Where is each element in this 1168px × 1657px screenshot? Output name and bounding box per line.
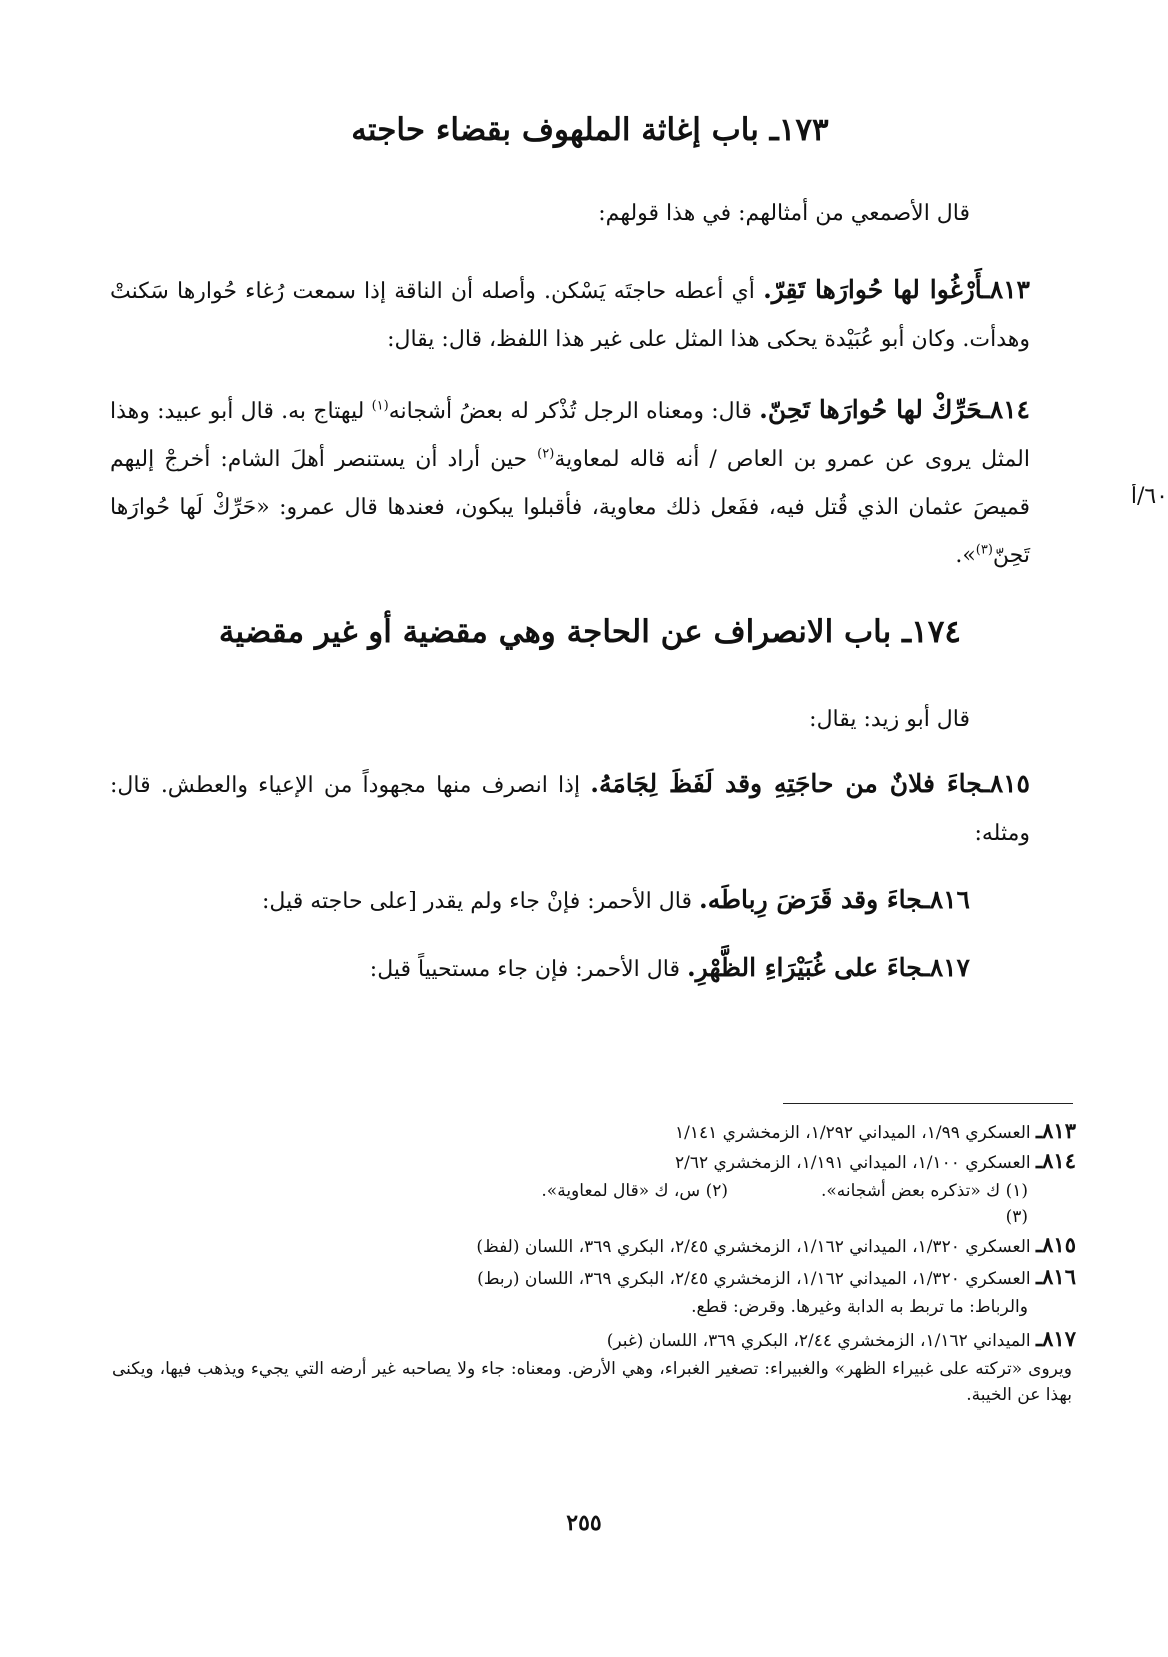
entry-commentary: قال: ومعناه الرجل تُذْكر له بعضُ أشجانه: [388, 399, 760, 424]
entry-number: ٨١٦ـ: [922, 885, 970, 914]
manuscript-folio-marker: ٦٠/أ: [1130, 484, 1168, 509]
entry-commentary: ».: [955, 543, 976, 568]
proverb-text: حَرِّكْ لها حُوارَها تَحِنّ.: [759, 395, 983, 424]
entry-commentary: إذا انصرف منها مجهوداً من الإعياء والعطش. قال: ومثله:: [110, 773, 1030, 846]
section-174-intro: قال أبو زيد: يقال:: [809, 707, 970, 732]
footnote-814: [675, 1148, 1076, 1176]
entry-number: ٨١٣ـ: [982, 275, 1030, 304]
footnote-815: [476, 1232, 1076, 1260]
footnote-number: ٨١٤ـ: [1036, 1148, 1076, 1173]
entry-number: ٨١٧ـ: [922, 953, 970, 982]
footnote-ref-1: (١): [371, 398, 389, 414]
footnote-sources: العسكري ١/١٠٠، الميداني ١/١٩١، الزمخشري ٢/٦٢: [674, 1153, 1036, 1173]
entry-813: [110, 266, 1030, 364]
entry-817: [110, 944, 970, 994]
footnote-separator: [783, 1103, 1073, 1104]
footnote-814-note-1: (١) ك «تذكره بعض أشجانه».: [820, 1181, 1028, 1201]
footnote-816-note: والرباط: ما تربط به الدابة وغيرها. وقرض: قطع.: [691, 1297, 1028, 1317]
footnote-813: [675, 1118, 1076, 1146]
footnote-sources: الميداني ١/١٦٢، الزمخشري ٢/٤٤، البكري ٣٦٩، اللسان (غبر): [606, 1331, 1036, 1351]
footnote-817: [607, 1326, 1076, 1354]
entry-number: ٨١٤ـ: [982, 395, 1030, 424]
entry-commentary: أي أعطه حاجتَه يَسْكن. وأصله أن الناقة إذا سمعت رُغاء حُوارها سَكنتْ وهدأت. وكان أبو عُبَيْدة يحكى هذا المثل على غير هذا اللفظ، قال: يقال:: [110, 279, 1030, 352]
footnote-number: ٨١٦ـ: [1036, 1264, 1076, 1289]
footnote-number: ٨١٥ـ: [1036, 1232, 1076, 1257]
entry-816: [110, 876, 970, 926]
section-heading-174: ١٧٤ـ باب الانصراف عن الحاجة وهي مقضية أو غير مقضية: [218, 614, 962, 650]
section-heading-173: ١٧٣ـ باب إغاثة الملهوف بقضاء حاجته: [351, 112, 829, 148]
proverb-text: جاءَ على غُبَيْرَاءِ الظَّهْرِ.: [686, 953, 923, 982]
footnote-sources: العسكري ١/٩٩، الميداني ١/٢٩٢، الزمخشري ١/١٤١: [674, 1123, 1036, 1143]
entry-815: [110, 760, 1030, 858]
proverb-text: جاءَ فلانٌ من حاجَتِهِ وقد لَفَظَ لِجَامَهُ.: [590, 769, 983, 798]
page-number: ٢٥٥: [566, 1510, 602, 1536]
footnote-number: ٨١٣ـ: [1036, 1118, 1076, 1143]
footnote-ref-2: (٢): [537, 446, 555, 462]
footnote-sources: العسكري ١/٣٢٠، الميداني ١/١٦٢، الزمخشري ٢/٤٥، البكري ٣٦٩، اللسان (ربط): [477, 1269, 1036, 1289]
entry-commentary: قال الأحمر: فإنْ جاء ولم يقدر [على حاجته قيل:: [262, 889, 699, 914]
entry-commentary: حين أراد أن يستنصر أهلَ الشام: أخرجْ إليهم قميصَ عثمان الذي قُتل فيه، ففَعل ذلك معاوية، فأقبلوا يبكون، فعندها قال عمرو: «حَرِّكْ لَها حُوارَها تَحِنّ: [110, 447, 1030, 568]
section-173-intro: قال الأصمعي من أمثالهم: في هذا قولهم:: [598, 201, 970, 226]
entry-number: ٨١٥ـ: [982, 769, 1030, 798]
footnote-817-note: ويروى «تركته على غبيراء الظهر» والغبيراء: تصغير الغبراء، وهي الأرض. ومعناه: جاء ولا يصاحبه غير أرضه التي يجيء ويذهب فيها، ويكنى بهذا عن الخيبة.: [112, 1359, 1072, 1405]
footnote-816: [477, 1264, 1076, 1292]
entry-commentary: ليهتاج به. قال أبو عبيد: وهذا المثل يروى عن عمرو بن العاص / أنه قاله لمعاوية: [110, 399, 1030, 472]
entry-814: [110, 386, 1030, 580]
footnote-number: ٨١٧ـ: [1036, 1326, 1076, 1351]
footnote-sources: العسكري ١/٣٢٠، الميداني ١/١٦٢، الزمخشري ٢/٤٥، البكري ٣٦٩، اللسان (لفظ): [476, 1237, 1036, 1257]
footnote-ref-3: (٣): [975, 542, 993, 558]
footnote-814-note-3: (٣): [1005, 1207, 1028, 1227]
footnote-814-note-2: (٢) س، ك «قال لمعاوية».: [541, 1181, 728, 1201]
proverb-text: أَرْغُوا لها حُوارَها تَقِرّ.: [763, 275, 983, 304]
entry-commentary: قال الأحمر: فإن جاء مستحيياً قيل:: [369, 957, 687, 982]
proverb-text: جاءَ وقد قَرَضَ رِباطَه.: [698, 885, 923, 914]
